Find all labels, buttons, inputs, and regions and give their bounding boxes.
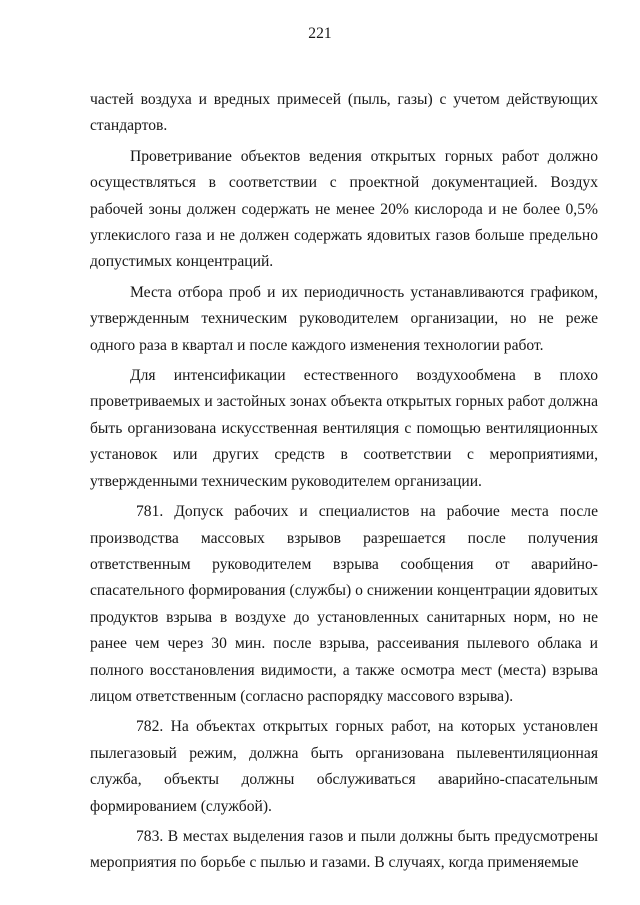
paragraph-781-worker-admission: 781. Допуск рабочих и специалистов на рабочие места после производства массовых взрывов разрешается после получения ответственным руководителем взрыва сообщения от аварийно-спасательного формирования (службы) о снижении концентрации ядовитых продуктов взрыва в воздухе до установленных санитарных норм, но не ранее чем через 30 мин. после взрыва, рассеивания пылевого облака и полного восстановления видимости, а также осмотра мест (места) взрыва лицом ответственным (согласно распорядку массового взрыва). (90, 503, 598, 705)
paragraph-air-composition-end: частей воздуха и вредных примесей (пыль, газы) с учетом действующих стандартов. (90, 91, 598, 135)
paragraph-artificial-ventilation: Для интенсификации естественного воздухообмена в плохо проветриваемых и застойных зонах объекта открытых горных работ должна быть организована искусственная вентиляция с помощью вентиляционных установок или других средств в соответствии с мероприятиями, утвержденными техническим руководителем организации. (90, 367, 598, 490)
page-number: 221 (308, 25, 332, 42)
paragraph-sampling-schedule: Места отбора проб и их периодичность устанавливаются графиком, утвержденным техническим руководителем организации, но не реже одного раза в квартал и после каждого изменения технологии работ. (90, 283, 598, 354)
paragraph-782-dust-gas-regime: 782. На объектах открытых горных работ, на которых установлен пылегазовый режим, должна быть организована пылевентиляционная служба, объекты должны обслуживаться аварийно-спасательным формированием (службой). (90, 718, 598, 815)
body-text (90, 87, 598, 877)
paragraph-ventilation-requirements: Проветривание объектов ведения открытых горных работ должно осуществляться в соответствии с проектной документацией. Воздух рабочей зоны должен содержать не менее 20% кислорода и не более 0,5% углекислого газа и не должен содержать ядовитых газов больше предельно допустимых концентраций. (90, 147, 598, 271)
paragraph-783-dust-gas-control: 783. В местах выделения газов и пыли должны быть предусмотрены мероприятия по борьбе с пылью и газами. В случаях, когда применяемые (90, 827, 598, 872)
